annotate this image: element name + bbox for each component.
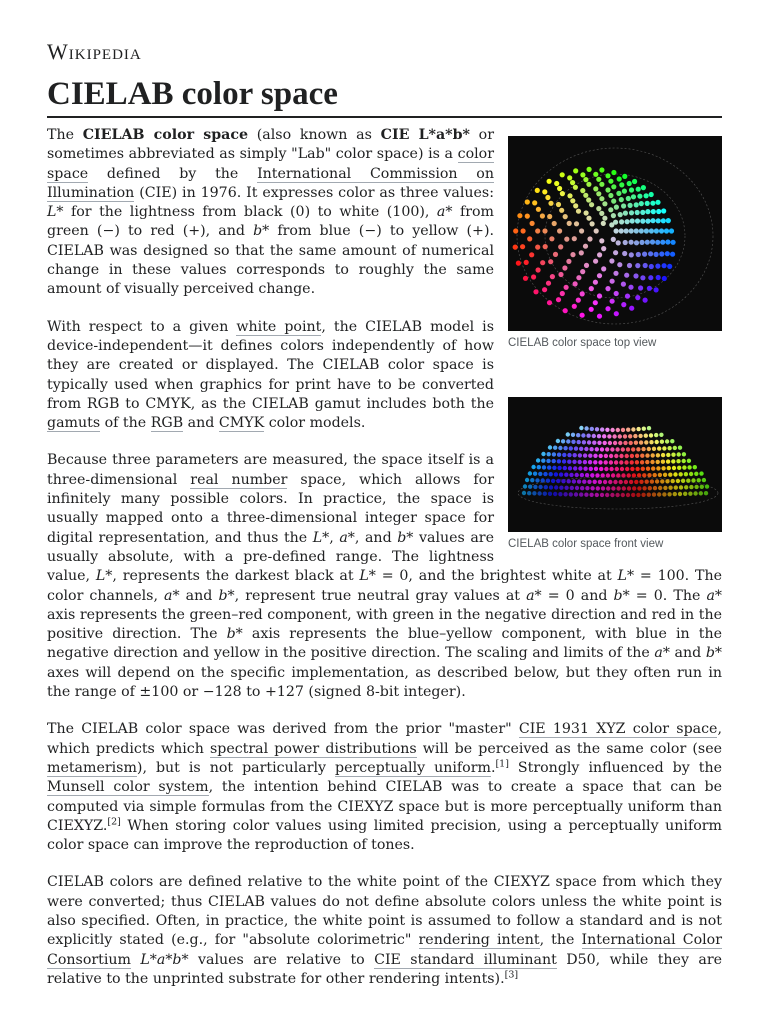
- link-real-number[interactable]: real number: [190, 471, 288, 488]
- link-cie[interactable]: International Commission on Illumination: [47, 165, 494, 201]
- variable: b*: [397, 529, 414, 546]
- paragraph-derivation: [47, 720, 722, 855]
- citation-1[interactable]: [1]: [495, 758, 509, 770]
- paragraph-white-point: [47, 873, 722, 989]
- bold-term: CIE L*a*b*: [380, 127, 470, 143]
- variable: L*: [312, 529, 330, 546]
- figure-caption: CIELAB color space front view: [508, 538, 664, 550]
- figure-front-view-image[interactable]: [508, 397, 722, 532]
- text: ,: [329, 529, 340, 546]
- text: defined by the: [88, 165, 258, 182]
- link-white-point[interactable]: white point: [236, 318, 322, 335]
- text: = 0. The: [629, 587, 707, 604]
- variable: a*: [706, 587, 723, 604]
- text: , the: [539, 932, 582, 949]
- variable: a*: [436, 204, 453, 221]
- text: (also known as: [248, 127, 381, 143]
- text: axes will depend on the specific implementation, as described below, but they often run in the range of ±100 or −128 to +127 (signed 8-bit integer).: [47, 664, 722, 701]
- wikipedia-logo[interactable]: Wikipedia: [47, 39, 142, 64]
- text: [131, 952, 140, 968]
- variable: L*: [95, 568, 113, 585]
- text: D50, while they are relative to the unprinted substrate for other rendering intents).: [47, 951, 722, 987]
- citation-3[interactable]: [3]: [504, 969, 519, 981]
- variable: a*: [339, 529, 355, 546]
- text: Because three parameters are measured, the space itself is a three-dimensional: [47, 452, 494, 488]
- text: , and: [354, 529, 398, 546]
- text: With respect to a given: [47, 318, 237, 335]
- text: and: [669, 645, 706, 662]
- link-gamuts[interactable]: gamuts: [47, 415, 101, 432]
- lab-front-view-icon: [508, 397, 722, 532]
- text: The CIELAB color space was derived from the prior "master": [47, 721, 519, 738]
- figure-top-view: [508, 136, 722, 351]
- citation-2[interactable]: [2]: [107, 816, 121, 828]
- text: for the lightness from black (0) to white (100),: [63, 204, 437, 221]
- page-title: CIELAB color space: [47, 74, 722, 118]
- link-cmyk[interactable]: CMYK: [218, 415, 265, 432]
- variable: b*: [613, 587, 630, 604]
- variable: b*: [218, 587, 235, 604]
- text: values are relative to: [188, 951, 375, 968]
- text: space, which allows for infinitely many possible colors. In practice, the space is usually mapped onto a three-dimensional integer space for digital representation, and thus the: [47, 471, 494, 546]
- text: = 0, and the brightest white at: [375, 568, 618, 585]
- text: of the: [100, 415, 151, 432]
- text: , the CIELAB model is device-independent—it defines colors independently of how they are created or displayed. The CIELAB color space is typically used when graphics for print have to be converted from RGB to CMYK, as the CIELAB gamut includes both the: [47, 318, 494, 412]
- link-rendering-intent[interactable]: rendering intent: [418, 932, 540, 949]
- text: or sometimes abbreviated as simply "Lab" color space) is a: [47, 127, 494, 163]
- link-rgb[interactable]: RGB: [150, 415, 184, 432]
- text: , represent true neutral gray values at: [234, 587, 527, 604]
- variable: b*: [226, 626, 243, 643]
- text: When storing color values using limited precision, using a perceptually uniform color space can improve the reproduction of tones.: [47, 817, 722, 854]
- link-icc[interactable]: International Color Consortium: [47, 932, 723, 968]
- link-spectral-power[interactable]: spectral power distributions: [209, 740, 417, 757]
- text: color models.: [264, 415, 366, 432]
- variable: b*: [705, 645, 722, 662]
- figure-caption: CIELAB color space top view: [508, 337, 657, 349]
- bold-term: CIELAB color space: [82, 127, 249, 143]
- text: and: [183, 415, 219, 432]
- variable: L*: [47, 204, 64, 221]
- variable: a*: [164, 587, 180, 604]
- text: will be perceived as the same color (see: [416, 740, 722, 757]
- text: = 100. The color channels,: [47, 568, 722, 604]
- link-cie-1931[interactable]: CIE 1931 XYZ color space: [518, 721, 718, 738]
- text: from blue (−) to yellow (+). CIELAB was designed so that the same amount of numerical change in these values corresponds to roughly the same amount of visually perceived change.: [47, 223, 494, 298]
- article-page: [47, 38, 722, 1007]
- link-perceptually-uniform[interactable]: perceptually uniform: [335, 759, 491, 776]
- variable: b*: [253, 223, 270, 240]
- text: axis represents the blue–yellow component, with blue in the negative direction and yellow in the positive direction. The scaling and limits of the: [47, 626, 722, 662]
- variable: L*: [359, 568, 376, 585]
- text: .: [490, 759, 496, 776]
- text: ), but is not particularly: [136, 759, 336, 776]
- link-standard-illuminant[interactable]: CIE standard illuminant: [374, 951, 557, 968]
- text: = 0 and: [541, 587, 614, 604]
- variable: L*a*b*: [140, 951, 189, 968]
- link-munsell[interactable]: Munsell color system: [47, 779, 209, 796]
- text: , the intention behind CIELAB was to create a space that can be computed via simple formulas from the CIEXYZ space but is more perceptually uniform than CIEXYZ.: [47, 779, 722, 834]
- text: , represents the darkest black at: [112, 568, 360, 585]
- text: values are usually absolute, with a pre-defined range. The lightness value,: [47, 529, 494, 585]
- variable: L*: [617, 568, 635, 585]
- text: (CIE) in 1976. It expresses color as three values:: [134, 184, 494, 201]
- article-content: [47, 126, 722, 989]
- text: The: [47, 127, 83, 143]
- text: axis represents the green–red component, with green in the negative direction and red in the positive direction. The: [47, 606, 722, 643]
- variable: a*: [526, 587, 542, 604]
- text: from green (−) to red (+), and: [47, 204, 495, 240]
- link-color-space[interactable]: color space: [47, 146, 494, 182]
- text: , which predicts which: [47, 721, 722, 757]
- figure-top-view-image[interactable]: [508, 136, 722, 331]
- lab-top-view-icon: [508, 136, 722, 331]
- text: Strongly influenced by the: [508, 759, 722, 776]
- link-metamerism[interactable]: metamerism: [47, 759, 137, 776]
- text: and: [179, 587, 219, 604]
- text: CIELAB colors are defined relative to the white point of the CIEXYZ space from which they were converted; thus CIELAB values do not define absolute colors unless the white point is also specified. Often, in practice, the white point is assumed to follow a standard and is not explicitly stated (e.g., for "absolute colorimetric": [47, 874, 722, 949]
- variable: a*: [654, 645, 670, 662]
- figure-front-view: [508, 397, 722, 552]
